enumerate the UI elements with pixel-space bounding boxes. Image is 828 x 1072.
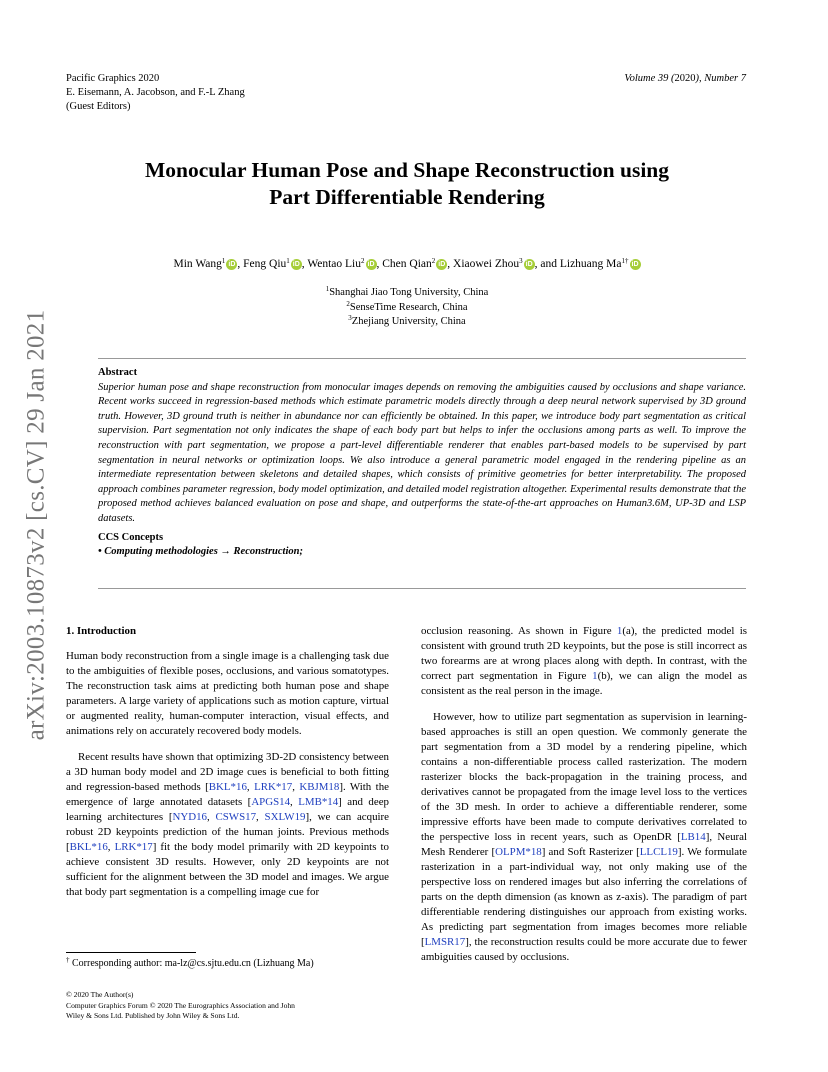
citation-link[interactable]: LMSR17 <box>424 936 466 948</box>
citation-link[interactable]: LMB*14 <box>298 796 339 808</box>
orcid-icon[interactable]: iD <box>292 261 300 268</box>
citation-link[interactable]: KBJM18 <box>299 781 340 793</box>
affiliation: $^1$Shanghai Jiao Tong University, China <box>325 285 489 298</box>
abstract-heading: Abstract <box>98 367 138 378</box>
left-column <box>66 624 389 900</box>
paragraph: occlusion reasoning. As shown in Figure 1(a), the predicted model is consistent with ground truth 2D keypoints, but the pose is still incorrect as two forearms are at wrong places along with depth. In contrast, with the correct part segmentation in Figure 1(b), we can align the model as consistent as the real person in the image. <box>421 625 747 697</box>
author: Wentao Liu$^2$ iD , <box>307 257 383 270</box>
editors: E. Eisemann, A. Jacobson, and F.-L Zhang <box>66 87 245 98</box>
author: Chen Qian$^2$ iD , <box>382 257 454 270</box>
volume-info: Volume 39 (2020), Number 7 <box>624 73 746 84</box>
author: Feng Qiu$^1$ iD , <box>243 257 308 270</box>
copyright: © 2020 The Author(s) Computer Graphics Forum © 2020 The Eurographics Association and John Wiley & Sons Ltd. Published by John Wiley & Sons Ltd. <box>66 990 295 1020</box>
venue: Pacific Graphics 2020 <box>66 73 160 84</box>
title-line-1: Monocular Human Pose and Shape Reconstruction using <box>144 158 670 182</box>
citation-link[interactable]: BKL*16 <box>208 781 247 793</box>
citation-link[interactable]: APGS14 <box>251 796 291 808</box>
orcid-icon[interactable]: iD <box>525 261 533 268</box>
affiliation: $^3$Zhejiang University, China <box>348 314 466 327</box>
citation-link[interactable]: OLPM*18 <box>495 846 542 858</box>
right-column <box>421 624 747 965</box>
abstract-top-rule <box>98 358 746 359</box>
title-line-2: Part Differentiable Rendering <box>269 185 545 209</box>
footnote: † Corresponding author: ma-lz@cs.sjtu.edu.cn (Lizhuang Ma) <box>66 956 314 969</box>
citation-link[interactable]: NYD16 <box>172 811 207 823</box>
ccs-heading: CCS Concepts <box>98 531 164 543</box>
figure-link[interactable]: 1 <box>592 670 598 682</box>
citation-link[interactable]: LRK*17 <box>254 781 293 793</box>
paragraph: However, how to utilize part segmentation as supervision in learning-based approaches is still an open question. We commonly generate the part segmentation from a 3D model by a rendering pipeline, which contains a non-differentiable process called rasterization. The modern rasterizer blocks the back-propagation in the training process, and derivatives cannot be propagated from the image level loss to the vertices of the 3D mesh. In order to achieve a differentiable renderer, some impressive efforts have been made to compute derivatives correlated to the perspective loss in recent years, such as OpenDR [LB14], Neural Mesh Renderer [OLPM*18] and Soft Rasterizer [LLCL19]. We formulate rasterization in a part-individual way, not only making use of the perspective loss on rendered images but also inferring the correlations of parts on the depth dimension (as known as z-axis). The paradigm of part differentiable rendering distinguishes our approach from existing works. As predicting part segmentation from images becomes more reliable [LMSR17], the reconstruction results could be more accurate due to fewer ambiguities caused by occlusions. <box>421 711 748 963</box>
affiliation: $^2$SenseTime Research, China <box>346 299 468 313</box>
author: Lizhuang $Ma^{1\dagger}$ iD <box>559 257 639 270</box>
affiliations <box>66 286 748 330</box>
abstract-bottom-rule <box>98 588 746 589</box>
arxiv-stamp <box>16 290 56 760</box>
orcid-icon[interactable]: iD <box>631 261 639 268</box>
editors-note: (Guest Editors) <box>66 101 131 112</box>
author-list <box>66 258 748 270</box>
abstract <box>98 366 746 560</box>
author: Xiaowei Zhou$^3$ iD , and <box>453 257 560 270</box>
header-left <box>66 72 245 114</box>
paragraph: Human body reconstruction from a single image is a challenging task due to the ambiguities of flexible poses, occlusions, and various somatotypes. The reconstruction task aims at predicting both human pose and shape parameters. A large variety of applications such as motion capture, virtual or augmented reality, human-computer interaction, visual effects, and animations rely on accurately recovered body models. <box>66 650 389 737</box>
abstract-body: Superior human pose and shape reconstruction from monocular images depends on removing the ambiguities caused by occlusions and shape variance. Recent works succeed in regression-based methods which estimate parametric models directly through a deep neural network supervised by 3D ground truth. However, 3D ground truth is neither in abundance nor can efficiently be obtained. In this paper, we introduce body part segmentation as critical supervision. Part segmentation not only indicates the shape of each body part but helps to infer the occlusions among parts as well. To improve the reconstruction with part segmentation, we propose a part-level differentiable renderer that enables part-based models to be supervised by part segmentation in neural networks or optimization loops. We also introduce a general parametric model engaged in the rendering pipeline as an intermediate representation between skeletons and detailed shapes, which consists of primitive geometries for better interpretability. The proposed approach combines parameter regression, body model optimization, and detailed model registration altogether. Experimental results demonstrate that the proposed method achieves balanced evaluation on pose and shape, and outperforms the state-of-the-art approaches on Human3.6M, UP-3D and LSP datasets. <box>98 381 746 524</box>
citation-link[interactable]: LRK*17 <box>114 841 153 853</box>
paper-title <box>66 157 748 211</box>
paragraph: Recent results have shown that optimizing 3D-2D consistency between a 3D human body model and 2D image cues is beneficial to both fitting and regression-based methods [BKL*16, LRK*17, KBJM18]. With the emergence of large annotated datasets [APGS14, LMB*14] and deep learning architectures [NYD16, CSWS17, SXLW19], we can acquire robust 2D keypoints prediction of the human joints. Previous methods [BKL*16, LRK*17] fit the body model primarily with 2D keypoints to achieve consistent 3D results. However, only 2D keypoints are not sufficient for the alignment between the 3D model and images. We argue that body part segmentation is a compelling image cue for <box>66 751 389 898</box>
citation-link[interactable]: SXLW19 <box>264 811 306 823</box>
orcid-icon[interactable]: iD <box>438 261 446 268</box>
citation-link[interactable]: LLCL19 <box>639 846 678 858</box>
figure-link[interactable]: 1 <box>616 625 623 637</box>
citation-link[interactable]: BKL*16 <box>69 841 108 853</box>
footnote-rule <box>66 952 196 953</box>
orcid-icon[interactable]: iD <box>367 261 375 268</box>
orcid-icon[interactable]: iD <box>228 261 236 268</box>
ccs-concepts: • Computing methodologies → Reconstruction; <box>98 546 303 558</box>
author: Min Wang$^1$ iD , <box>173 257 244 270</box>
section-heading: 1. Introduction <box>66 625 136 637</box>
citation-link[interactable]: LB14 <box>680 831 706 843</box>
citation-link[interactable]: CSWS17 <box>215 811 257 823</box>
arxiv-id: arXiv:2003.10873v2 [cs.CV] 29 Jan 2021 <box>22 309 50 741</box>
